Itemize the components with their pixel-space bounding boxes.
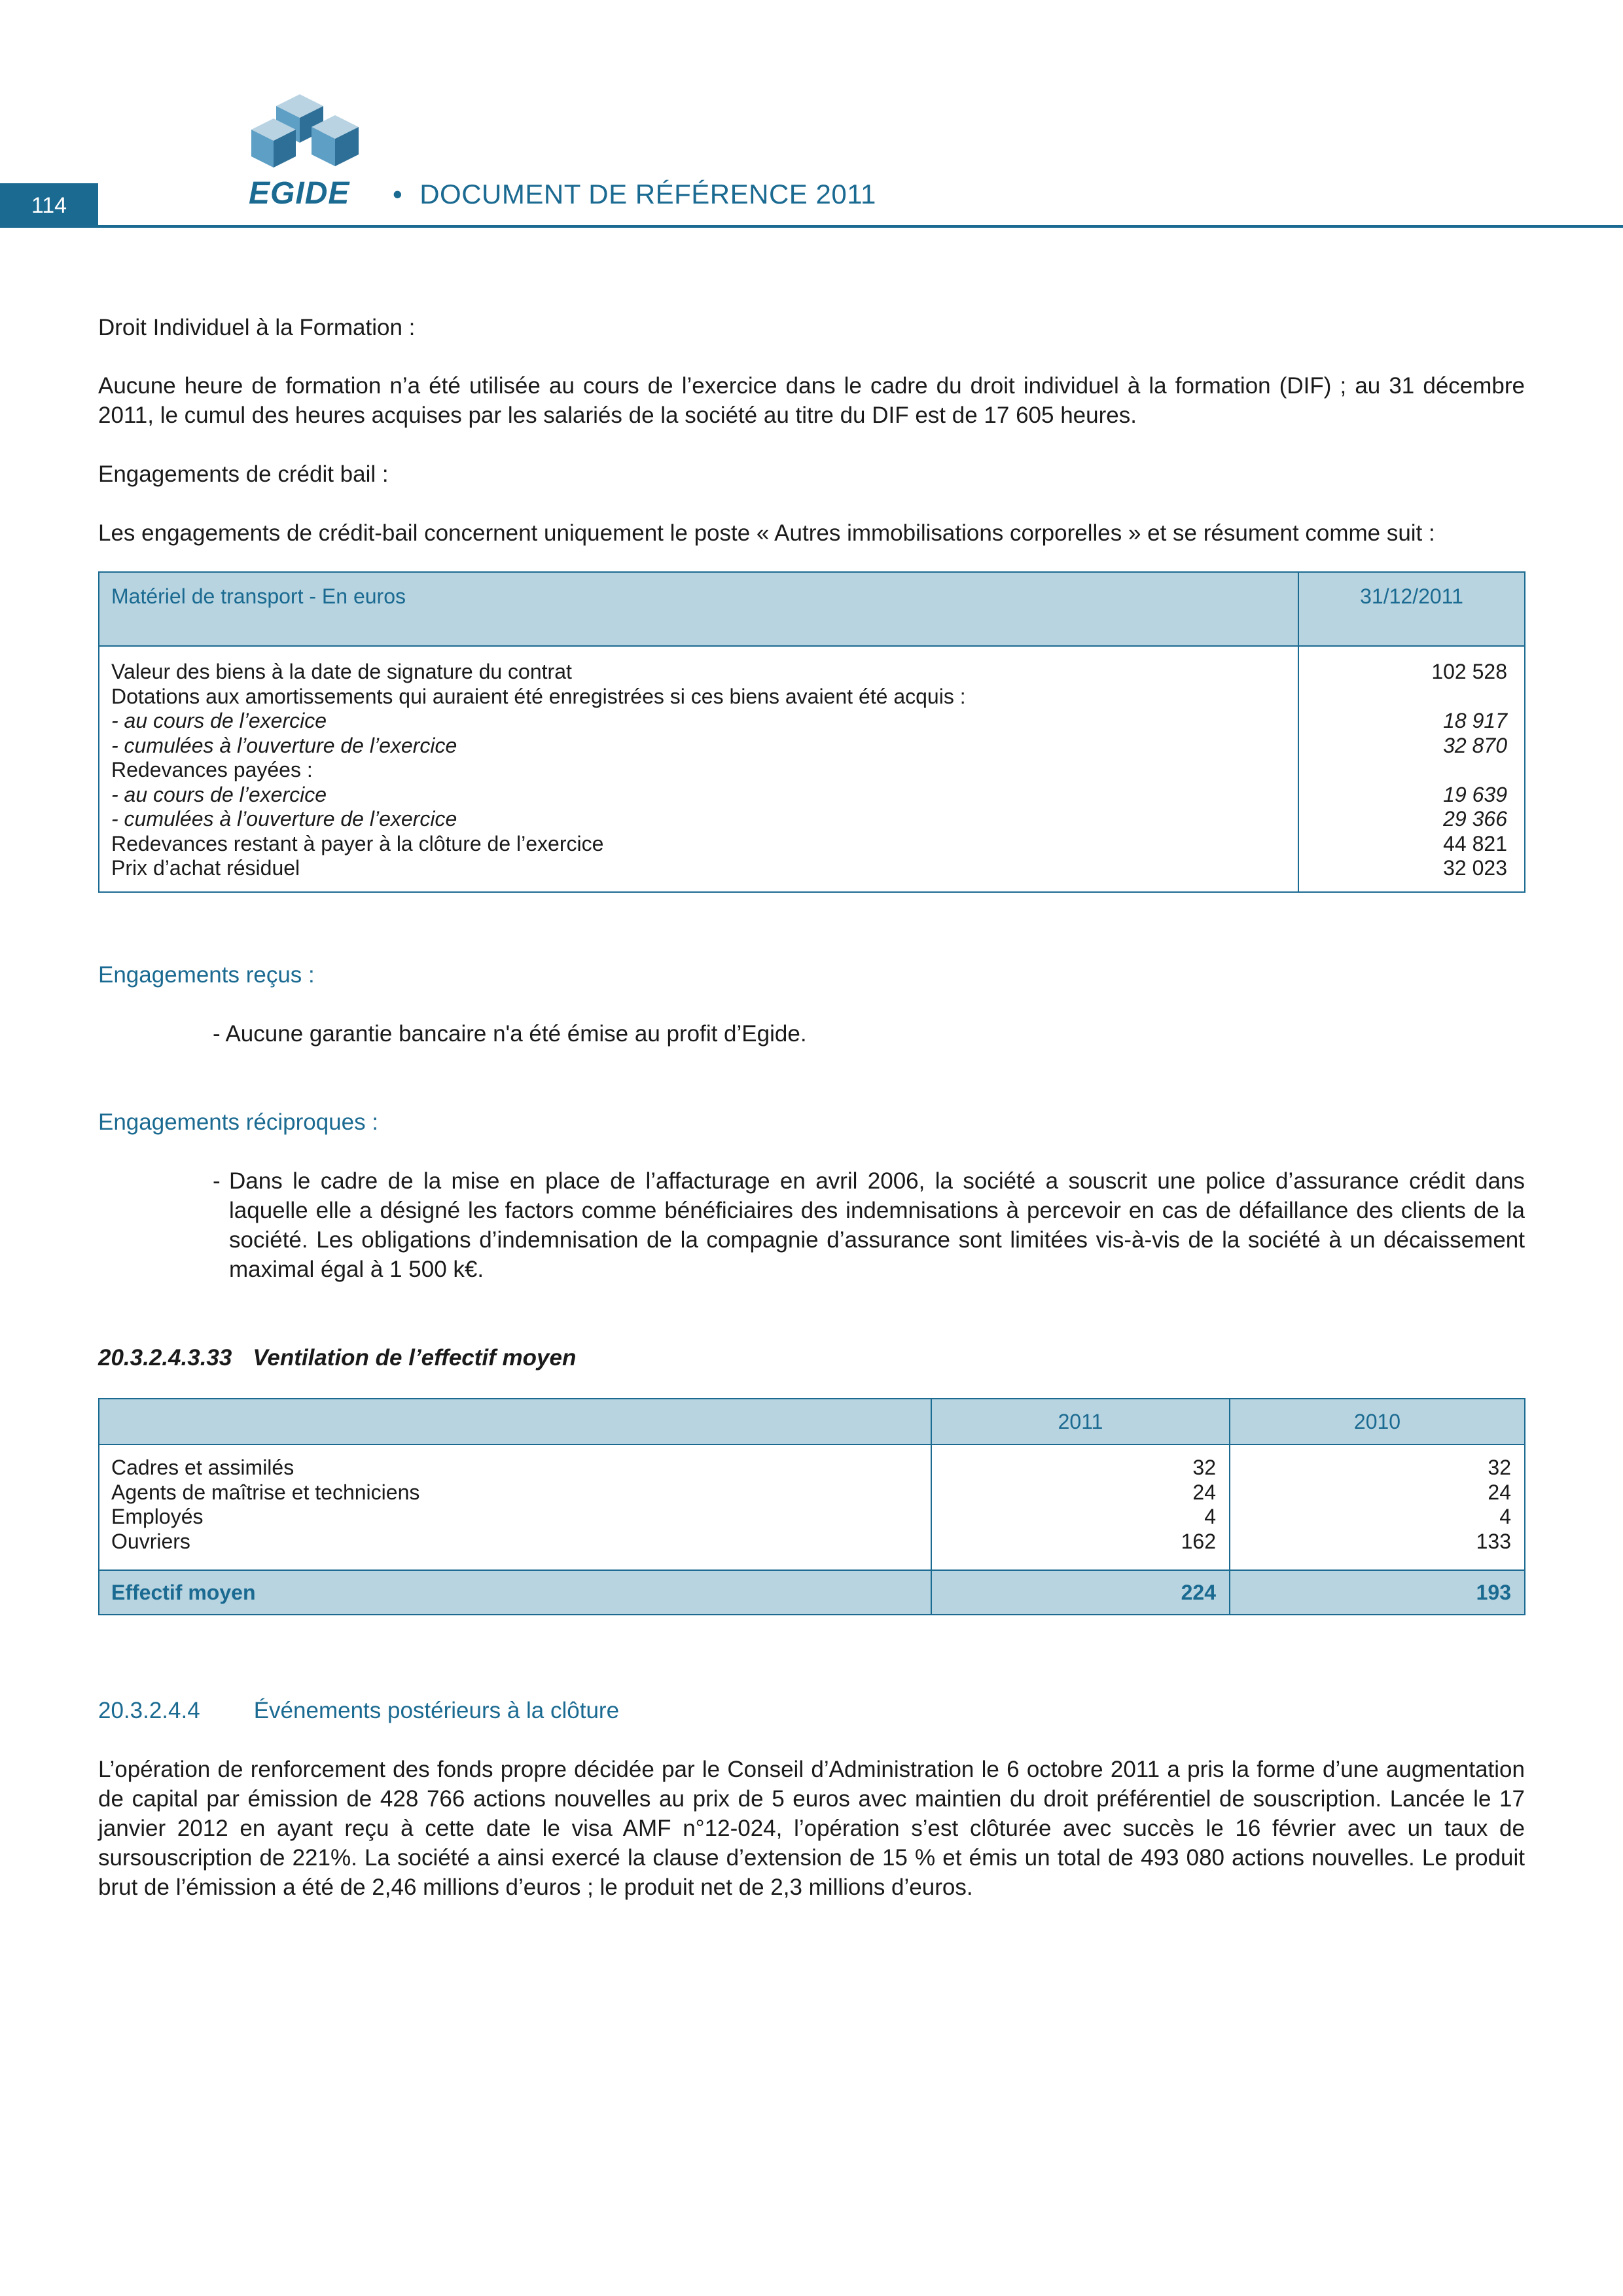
effectif-row-label: Employés [111,1505,204,1528]
credit-bail-labels [99,646,1298,892]
effectif-row-2011: 4 [1204,1505,1216,1528]
effectif-total-2011: 224 [931,1570,1230,1615]
credit-bail-row-value: 32 870 [1443,733,1507,757]
credit-bail-row-value: 44 821 [1443,831,1507,855]
effectif-table-header [99,1399,1525,1444]
credit-bail-col-label: Matériel de transport - En euros [99,572,1298,646]
effectif-values-2010 [1230,1444,1525,1570]
credit-bail-intro: Les engagements de crédit-bail concernent uniquement le poste « Autres immobilisations corporelles » et se résument comme suit : [98,520,1435,546]
effectif-row-2010: 4 [1499,1505,1511,1528]
engagements-reciproques-dash: - [213,1168,221,1194]
page-number: 114 [0,183,98,228]
engagements-reciproques-item: Dans le cadre de la mise en place de l’affacturage en avril 2006, la société a souscrit une police d’assurance crédit dans laquelle elle a désigné les factors comme bénéficiaires des indemnisations à percevoir en cas de défaillance des clients de la société. Les obligations d’indemnisation de la compagnie d’assurance sont limitées vis-à-vis de la société à un décaissement maximal égal à 1 500 k€. [229,1168,1525,1282]
effectif-row-2010: 32 [1488,1456,1511,1479]
title-bullet: • [393,179,403,209]
credit-bail-row-label: - cumulées à l’ouverture de l’exercice [111,807,457,831]
evenements-paragraph: L’opération de renforcement des fonds propre décidée par le Conseil d’Administration le 6 octobre 2011 a pris la forme d’une augmentation de capital par émission de 428 766 actions nouvelles au prix de 5 euros avec maintien du droit préférentiel de souscription. Lancée le 17 janvier 2012 en ayant reçu à cette date le visa AMF n°12-024, l’opération s’est clôturée avec succès le 16 février avec un taux de sursouscription de 221%. La société a ainsi exercé la clause d’extension de 15 % et émis un total de 493 080 actions nouvelles. Le produit brut de l’émission a été de 2,46 millions d’euros ; le produit net de 2,3 millions d’euros. [98,1757,1525,1900]
effectif-row-label: Cadres et assimilés [111,1456,294,1479]
effectif-section-title: Ventilation de l’effectif moyen [253,1345,577,1371]
credit-bail-row-label: - au cours de l’exercice [111,709,327,732]
effectif-labels [99,1444,931,1570]
egide-logo-cubes-icon [247,86,365,177]
credit-bail-row-label: Prix d’achat résiduel [111,856,300,880]
evenements-section-heading [98,1696,619,1725]
egide-logo-wordmark: EGIDE [249,176,350,211]
engagements-reciproques-heading: Engagements réciproques : [98,1109,379,1135]
credit-bail-col-date: 31/12/2011 [1298,572,1525,646]
effectif-col-2011: 2011 [931,1399,1230,1444]
credit-bail-row-value [1311,758,1507,783]
credit-bail-row-label: Redevances payées : [111,758,313,781]
effectif-col-2010: 2010 [1230,1399,1525,1444]
credit-bail-heading: Engagements de crédit bail : [98,461,389,487]
effectif-total-label: Effectif moyen [99,1570,931,1615]
credit-bail-table [98,571,1525,893]
credit-bail-row-value: 32 023 [1443,856,1507,880]
credit-bail-row-value: 18 917 [1443,709,1507,732]
credit-bail-row-value: 102 528 [1431,660,1507,683]
document-title-text: DOCUMENT DE RÉFÉRENCE 2011 [419,179,876,209]
dif-heading: Droit Individuel à la Formation : [98,315,416,340]
credit-bail-row-label: Redevances restant à payer à la clôture de l’exercice [111,831,604,855]
evenements-section-title: Événements postérieurs à la clôture [253,1698,620,1723]
engagements-recus-heading: Engagements reçus : [98,962,315,988]
header-rule [98,225,1623,228]
effectif-row-2010: 24 [1488,1480,1511,1504]
effectif-section-heading [98,1343,576,1372]
credit-bail-row-label: - cumulées à l’ouverture de l’exercice [111,733,457,757]
credit-bail-row-label: Valeur des biens à la date de signature du contrat [111,660,572,683]
effectif-section-number: 20.3.2.4.3.33 [98,1345,232,1371]
effectif-row-label: Ouvriers [111,1529,190,1553]
credit-bail-row-label: Dotations aux amortissements qui auraient été enregistrées si ces biens avaient été acquis : [111,684,966,708]
effectif-row-2011: 32 [1192,1456,1216,1479]
credit-bail-values [1298,646,1525,892]
credit-bail-row-value [1311,685,1507,709]
dif-paragraph: Aucune heure de formation n’a été utilisée au cours de l’exercice dans le cadre du droit individuel à la formation (DIF) ; au 31 décembre 2011, le cumul des heures acquises par les salariés de la société au titre du DIF est de 17 605 heures. [98,373,1525,428]
credit-bail-table-header [99,572,1525,646]
effectif-total-row [99,1570,1525,1615]
document-title [393,179,876,210]
effectif-table [98,1398,1525,1615]
effectif-values-2011 [931,1444,1230,1570]
effectif-row-2011: 162 [1181,1529,1216,1553]
credit-bail-row-label: - au cours de l’exercice [111,782,327,806]
evenements-section-number: 20.3.2.4.4 [98,1698,200,1723]
effectif-total-2010: 193 [1230,1570,1525,1615]
effectif-row-label: Agents de maîtrise et techniciens [111,1480,420,1504]
effectif-row-2011: 24 [1192,1480,1216,1504]
credit-bail-row-value: 19 639 [1443,782,1507,806]
credit-bail-row-value: 29 366 [1443,807,1507,831]
engagements-recus-item: - Aucune garantie bancaire n'a été émise au profit d’Egide. [213,1021,807,1047]
effectif-row-2010: 133 [1476,1529,1511,1553]
